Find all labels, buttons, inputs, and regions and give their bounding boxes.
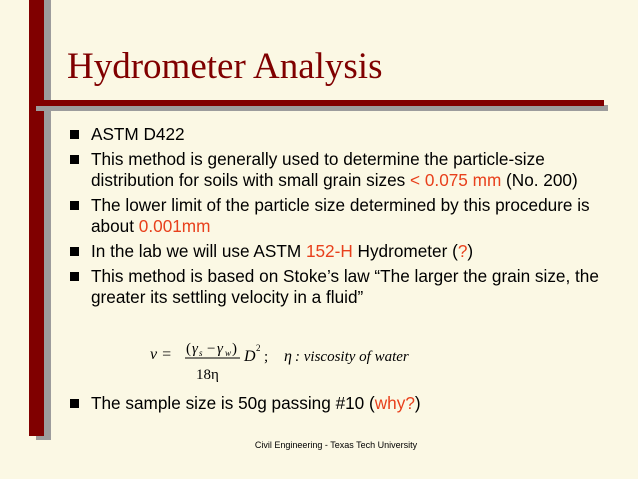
vertical-accent-bar bbox=[29, 0, 44, 436]
formula-subscript-w: w bbox=[225, 348, 232, 358]
bullet-text: ASTM D422 bbox=[91, 124, 185, 144]
bullet-stokes-law bbox=[70, 266, 600, 308]
bullet-sample-size bbox=[70, 393, 600, 414]
formula-open-paren: ( bbox=[186, 341, 191, 357]
formula-eta: η bbox=[284, 348, 292, 365]
bullet-lab-hydrometer bbox=[70, 241, 600, 262]
highlight-text: why? bbox=[374, 393, 415, 413]
formula-d-exponent: 2 bbox=[256, 343, 261, 353]
bullet-text: ) bbox=[414, 393, 421, 413]
formula-separator: ; bbox=[264, 349, 269, 365]
bullet-text: This method is generally used to determine the particle-size distribution for soils with small grain sizes bbox=[91, 149, 545, 190]
bullet-text: Hydrometer ( bbox=[352, 241, 458, 261]
bullet-text: In the lab we will use ASTM bbox=[91, 241, 306, 261]
formula-close-paren: ) bbox=[232, 341, 237, 357]
highlight-text: < 0.075 mm bbox=[410, 170, 502, 190]
bullet-text: This method is based on Stoke’s law “The larger the grain size, the greater its settling velocity in a fluid” bbox=[91, 266, 599, 307]
stokes-law-formula bbox=[150, 337, 480, 385]
bullet-astm-d422 bbox=[70, 124, 600, 145]
bullet-list-bottom bbox=[70, 393, 600, 418]
highlight-text: 0.001mm bbox=[138, 216, 211, 236]
footer-text: Civil Engineering - Texas Tech University bbox=[254, 440, 418, 450]
slide-title: Hydrometer Analysis bbox=[67, 46, 383, 87]
formula-definition: : viscosity of water bbox=[295, 349, 409, 365]
bullet-lower-limit bbox=[70, 195, 600, 237]
formula-subscript-s: s bbox=[199, 348, 203, 358]
formula-denominator: 18η bbox=[196, 367, 219, 383]
bullet-method-purpose bbox=[70, 149, 600, 191]
horizontal-accent-bar bbox=[29, 100, 604, 106]
formula-gamma-s: γ bbox=[192, 341, 198, 357]
formula-lhs: v = bbox=[150, 346, 172, 363]
formula-d: D bbox=[244, 348, 256, 365]
highlight-text: ? bbox=[457, 241, 468, 261]
formula-minus: − bbox=[207, 341, 216, 357]
highlight-text: 152-H bbox=[305, 241, 353, 261]
bullet-text: ) bbox=[467, 241, 474, 261]
bullet-list bbox=[70, 124, 600, 312]
bullet-text: The sample size is 50g passing #10 ( bbox=[91, 393, 375, 413]
formula-gamma-w: γ bbox=[217, 341, 223, 357]
bullet-text: The lower limit of the particle size determined by this procedure is about bbox=[91, 195, 590, 236]
slide-footer bbox=[0, 440, 638, 450]
bullet-text: (No. 200) bbox=[501, 170, 578, 190]
